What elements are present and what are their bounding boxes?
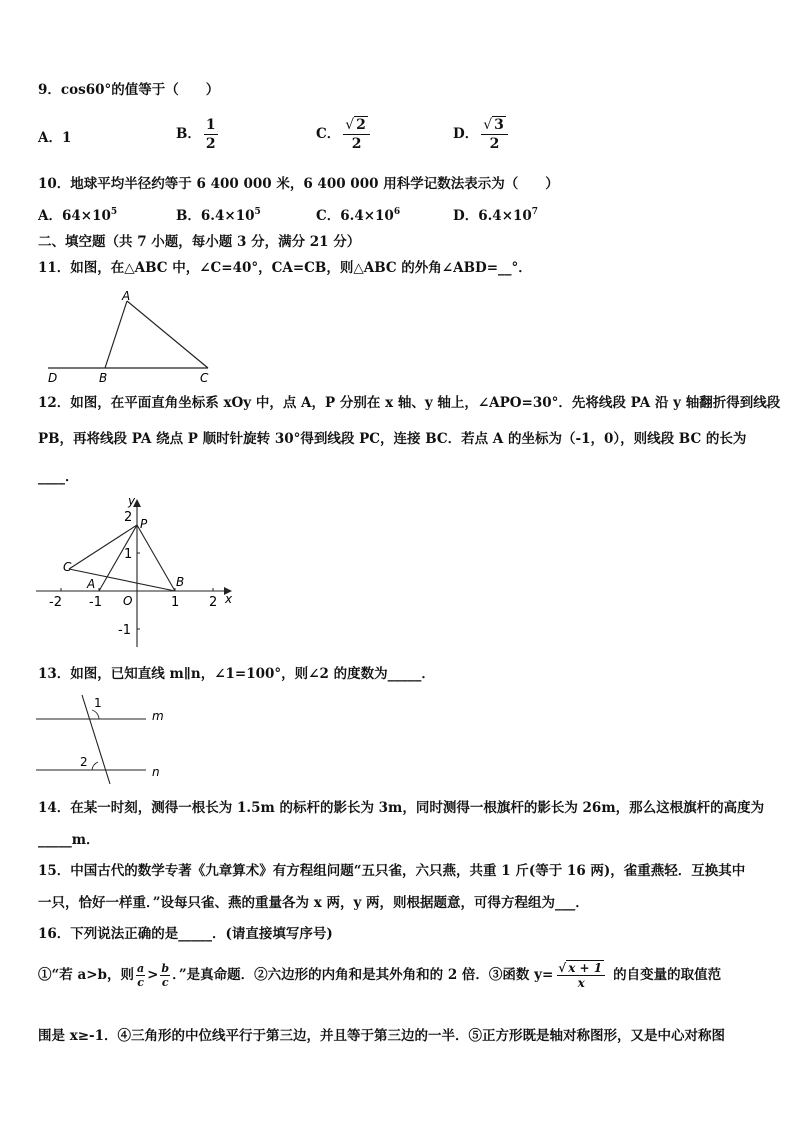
label-x: x [225, 592, 233, 606]
label-o: O [123, 594, 133, 608]
tick-y-2: 2 [124, 510, 133, 525]
q12-coordinate-figure [36, 495, 246, 655]
angle-1-arc [92, 710, 99, 719]
label-b: B [176, 575, 185, 589]
label-c: C [200, 371, 209, 385]
q12-line2: PB，再将线段 PA 绕点 P 顺时针旋转 30°得到线段 PC，连接 BC．若点 A 的坐标为（-1，0），则线段 BC 的长为 [38, 431, 747, 447]
segment-pb [137, 525, 175, 591]
q9-stem: 9．cos60°的值等于（ ） [38, 82, 220, 98]
segment-bc [69, 569, 175, 591]
q10-stem: 10．地球平均半径约等于 6 400 000 米，6 400 000 用科学记数法表示为（ ） [38, 176, 559, 192]
q14-line2: _____m． [38, 832, 100, 848]
tick-x-neg1: -1 [89, 595, 102, 610]
q10-option-a: A．$64\times 10^5$ [38, 207, 118, 224]
label-c: C [63, 560, 72, 574]
label-angle-1: 1 [94, 696, 102, 710]
tick-y-1: 1 [124, 547, 133, 562]
q11-triangle-figure [40, 288, 230, 388]
label-a: A [87, 577, 96, 591]
tick-x-neg2: -2 [49, 595, 62, 610]
label-b: B [99, 371, 108, 385]
label-p: P [140, 517, 148, 531]
label-y: y [128, 495, 136, 508]
angle-2-arc [92, 762, 98, 770]
label-n: n [152, 765, 160, 779]
q16-line2: 围是 x≥-1．④三角形的中位线平行于第三边，并且等于第三边的一半．⑤正方形既是轴对称图形，又是中心对称图 [38, 1028, 726, 1044]
q9-option-d: D． $\frac{√ 3}{2}$ [453, 118, 511, 151]
tick-x-1: 1 [171, 595, 180, 610]
q15-line1: 15．中国古代的数学专著《九章算术》有方程组问题“五只雀，六只燕，共重 1 斤(等于 16 两)，雀重燕轻．互换其中 [38, 863, 746, 879]
tick-y-neg1: -1 [118, 623, 131, 638]
q10-option-d: D．$6.4\times 10^7$ [453, 207, 539, 224]
q16-line1: ①“若 a>b，则 a c > b c ．”是真命题．②六边形的内角和是其外角和的 2 倍．③函数 y= $\frac{√ x + 1}{x}$ 的自变量的取值范 [38, 961, 722, 990]
section-heading: 二、填空题（共 7 小题，每小题 3 分，满分 21 分） [38, 234, 361, 250]
q10-option-b: B．$6.4\times 10^5$ [176, 207, 261, 224]
q9-option-a: A．1 [38, 130, 72, 146]
label-d: D [48, 371, 58, 385]
q11-stem: 11．如图，在△ABC 中，∠C=40°，CA=CB，则△ABC 的外角∠ABD=__°． [38, 260, 532, 276]
q9-option-c: C． $\frac{√ 2}{2}$ [316, 118, 373, 151]
q9-option-b: B． $\frac{1}{2}$ [176, 117, 216, 152]
q13-parallel-lines-figure [34, 692, 184, 787]
side-ac [127, 301, 208, 368]
q14-line1: 14．在某一时刻，测得一根长为 1.5m 的标杆的影长为 3m，同时测得一根旗杆的影长为 26m，那么这根旗杆的高度为 [38, 800, 765, 816]
q12-line3: ____． [38, 469, 79, 485]
label-angle-2: 2 [80, 755, 88, 769]
tick-x-2: 2 [209, 595, 218, 610]
side-ab [105, 301, 127, 368]
label-m: m [152, 709, 164, 723]
q12-line1: 12．如图，在平面直角坐标系 xOy 中，点 A，P 分别在 x 轴、y 轴上，∠APO=30°．先将线段 PA 沿 y 轴翻折得到线段 [38, 395, 781, 411]
label-a: A [122, 289, 131, 303]
q10-option-c: C．$6.4\times 10^6$ [316, 207, 401, 224]
q13-stem: 13．如图，已知直线 m∥n，∠1=100°，则∠2 的度数为_____． [38, 666, 435, 682]
q15-line2: 一只，恰好一样重．”设每只雀、燕的重量各为 x 两，y 两，则根据题意，可得方程组为___． [38, 895, 589, 911]
q16-stem: 16．下列说法正确的是_____．(请直接填写序号) [38, 926, 333, 942]
